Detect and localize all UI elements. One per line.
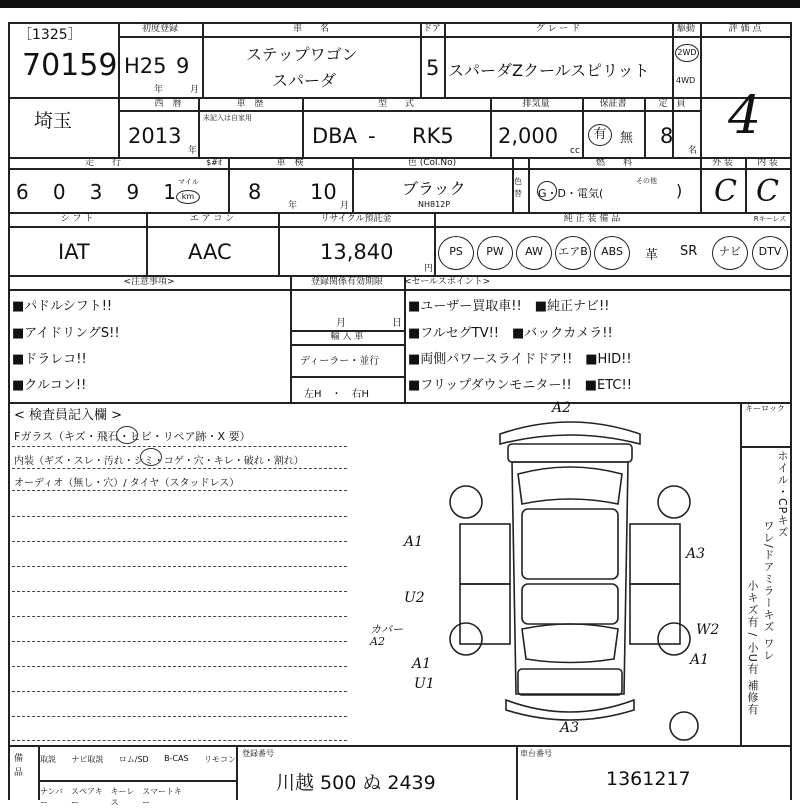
aircon-value: AAC [188,240,232,264]
plate-number: 川越 500 ぬ 2439 [276,772,436,794]
import-handle: 左H ・ 右H [304,389,370,400]
dashed-line [12,691,347,692]
inspection-year-unit: 年 [288,201,298,211]
exterior-value: C [714,174,737,209]
grade-label: グ レ ー ド [535,24,581,34]
accessory-item: リモコン [203,755,236,764]
label-underline [8,226,792,228]
equip-pw: PW [477,236,513,270]
fuel-close: ) [676,181,683,200]
chassis-label: 車台番号 [520,749,552,758]
warranty-no: 無 [620,131,634,146]
year-unit: 年 [154,85,164,95]
mark-left4: A1 [412,656,432,672]
hand-circle [116,426,138,444]
keyrock-label: キーロック [745,404,785,413]
rear-window [522,624,618,663]
plate-label: 登録番号 [242,749,274,758]
note-item: ■アイドリングS!! [12,326,120,341]
col-divider [404,275,406,402]
registration-year: H25 [124,54,167,78]
drive-label: 駆動 [676,24,695,34]
inspector-line1: Fガラス（キズ・飛石・ヒビ・リペア跡・X 要） [14,430,251,443]
equip-leather: 革 [645,248,659,263]
right-front-door [630,524,680,584]
header-strip [0,0,800,8]
roof [522,509,618,579]
equip-navi: ナビ [712,236,748,270]
mileage-unit-km: km [176,190,200,204]
chassis-number: 1361217 [606,768,691,790]
recycle-unit: 円 [424,264,434,274]
capacity-unit: 名 [688,146,698,156]
side-note-3: 小キズ有 / 小U有 補修有 [746,580,759,716]
col-divider [700,22,702,157]
shift-value: IAT [58,240,90,264]
mileage-digit: 0 [52,180,66,204]
note-item: ■クルコン!! [12,378,87,393]
lot-number: 70159 [22,48,118,83]
dashed-line [12,446,347,447]
col-divider [236,745,238,800]
notes-label: <注意事項> [123,277,175,287]
keyless-label: Rキーレス [753,215,787,223]
inspector-label: < 検査員記入欄 > [14,408,123,423]
mark-left2: U2 [404,590,425,606]
registration-month: 9 [176,54,190,78]
seireki-value: 2013 [128,124,182,148]
mileage-digit: 9 [126,180,140,204]
seireki-label: 西 暦 [154,99,182,109]
dashed-line [12,591,347,592]
model-prefix: DBA [312,124,357,148]
color-label: 色 (Col.No) [407,158,457,168]
accessory-item: ナビ取説 [71,755,104,764]
repaint-label: 色替 [514,177,522,198]
import-divider [290,376,404,378]
frame-right [790,22,792,800]
shift-label: シ フ ト [60,214,94,224]
interior-label: 内 装 [757,158,778,168]
accessory-item: B-CAS [164,754,189,763]
accessory-divider [38,780,236,782]
accessory-item: キーレス [110,787,135,807]
equip-abs: ABS [594,236,630,270]
col-divider [516,745,518,800]
dashed-line [12,566,347,567]
label-underline [118,36,790,38]
mark-left1: A1 [404,534,424,550]
note-item: ■ドラレコ!! [12,352,87,367]
swap-label: $#ｵ [206,158,222,167]
mark-bottom: A3 [560,720,580,736]
dashed-line [12,740,347,741]
fuel-other: その他 [636,177,657,185]
displacement-unit: cc [570,146,580,156]
accessory-item: ナンバー [40,787,64,807]
warranty-yes: 有 [588,124,612,146]
equip-aw: AW [516,236,552,270]
accessory-item: スペアキー [71,787,103,807]
score-value: 4 [728,86,762,146]
exterior-label: 外 装 [712,158,733,168]
doors-label: ドア [423,24,441,34]
dashed-line [12,616,347,617]
inspector-line2: 内装（ギズ・スレ・汚れ・シミ・コゲ・穴・キレ・破れ・割れ） [14,456,304,467]
sales-item: ■フリップダウンモニター!! ■ETC!! [408,378,632,393]
row6-bottom [8,745,792,747]
mileage-digit: 6 [16,180,29,204]
sales-item: ■フルセグTV!! ■バックカメラ!! [408,326,613,341]
wheel-rr [658,623,690,655]
model-code: RK5 [412,124,454,148]
col-divider [740,402,742,745]
spare-wheel [670,712,698,740]
windshield [518,467,622,504]
mark-left5: U1 [414,676,435,692]
equip-sr: SR [680,244,698,259]
car-name-line2: スパーダ [272,71,337,90]
displacement-value: 2,000 [498,124,559,148]
dashed-line [12,516,347,517]
mark-left3: カバー A2 [370,623,403,648]
doors-value: 5 [426,56,440,80]
mileage-digits [16,180,176,204]
model-dash: - [368,124,376,148]
frame-left [8,22,10,800]
rear-bumper [506,700,634,720]
warranty-label: 保証書 [599,99,627,109]
hood-front [508,444,632,462]
sales-item: ■ユーザー買取車!! ■純正ナビ!! [408,299,610,314]
sales-label: <セールスポイント> [404,277,491,287]
lot-bracket: ［1325］ [18,27,82,43]
accessories-side-label: 備 品 [14,754,24,778]
accessory-item: 取説 [40,755,56,764]
shaireki-note: 未記入は自家用 [203,114,252,122]
accessory-row2 [40,786,190,808]
capacity-label: 定 員 [658,99,686,109]
accessory-item: ロム/SD [118,755,149,764]
reg-expiry-day: 日 [392,318,402,329]
col-divider [118,22,120,157]
tailgate [518,669,622,695]
side-note-2: ワレ/ドアミラーキズ ワレ [762,520,775,662]
inspection-year: 8 [248,180,262,204]
color-code: NH812P [418,200,451,209]
mileage-digit: 3 [89,180,103,204]
fuel-selected-circle [537,181,557,201]
seireki-unit: 年 [188,146,198,156]
dashed-line [12,490,347,491]
displacement-label: 排気量 [522,99,550,109]
dashed-line [12,641,347,642]
reg-expiry-label: 登録関係有効期限 [310,277,383,287]
grade-value: スパーダZクールスピリット [448,61,650,80]
month-unit: 月 [190,85,200,95]
accessory-row1 [40,754,236,765]
import-divider [290,344,404,346]
inspection-label: 車 検 [276,158,304,168]
note-item: ■パドルシフト!! [12,299,113,314]
inspection-month-unit: 月 [340,201,350,211]
wheel-lr [450,623,482,655]
shaireki-label: 車 歴 [236,99,264,109]
fuel-label: 燃 料 [595,158,632,168]
car-damage-diagram [400,404,740,744]
wheel-rf [658,486,690,518]
car-name-label: 車 名 [292,24,329,34]
car-name-line1: ステップワゴン [246,45,358,64]
inspection-month: 10 [310,180,337,204]
front-bumper [500,422,640,444]
mileage-unit-mile: マイル [178,178,199,186]
mark-right1: A3 [686,546,706,562]
equip-airbag: エアB [555,236,591,270]
right-rear-door [630,584,680,644]
import-label: 輸 入 車 [330,332,364,342]
drive-4wd: 4WD [676,76,696,85]
recycle-label: リサイクル預託金 [320,214,392,224]
label-underline [118,110,700,112]
rear-roof [522,584,618,624]
dashed-line [12,716,347,717]
side-note-1: ホイル・CPキズ [776,450,789,539]
accessory-item: スマートキー [142,787,183,807]
keyrock-divider [740,446,792,448]
equipment-label: 純 正 装 備 品 [563,214,621,224]
mark-top: A2 [552,400,572,416]
dashed-line [12,468,347,469]
inspector-line3: オーディオ（無し・穴）/ タイヤ（スタッドレス） [14,478,240,489]
region: 埼玉 [34,110,73,132]
dashed-line [12,666,347,667]
score-label: 評 価 点 [728,24,762,34]
equip-dtv: DTV [752,236,788,270]
aircon-label: エ ア コ ン [189,214,235,224]
color-value: ブラック [402,179,466,198]
left-rear-door [460,584,510,644]
mileage-label: 走 行 [84,158,121,168]
label-underline [8,289,792,291]
drive-2wd: 2WD [675,44,699,62]
capacity-value: 8 [660,124,674,148]
reg-expiry-month: 月 [336,318,346,329]
registration-label: 初度登録 [141,24,178,34]
mark-right3: A1 [690,652,710,668]
mark-right2: W2 [696,622,720,638]
left-front-door [460,524,510,584]
wheel-lf [450,486,482,518]
sales-item: ■両側パワースライドドア!! ■HID!! [408,352,632,367]
import-value: ディーラー・並行 [300,356,380,367]
dashed-line [12,541,347,542]
mileage-digit: 1 [163,180,176,204]
interior-value: C [756,174,779,209]
fuel-options: G・D・電気( [538,187,604,200]
model-label: 型 式 [377,99,414,109]
equip-ps: PS [438,236,474,270]
recycle-value: 13,840 [320,240,394,264]
hand-circle [140,448,162,466]
